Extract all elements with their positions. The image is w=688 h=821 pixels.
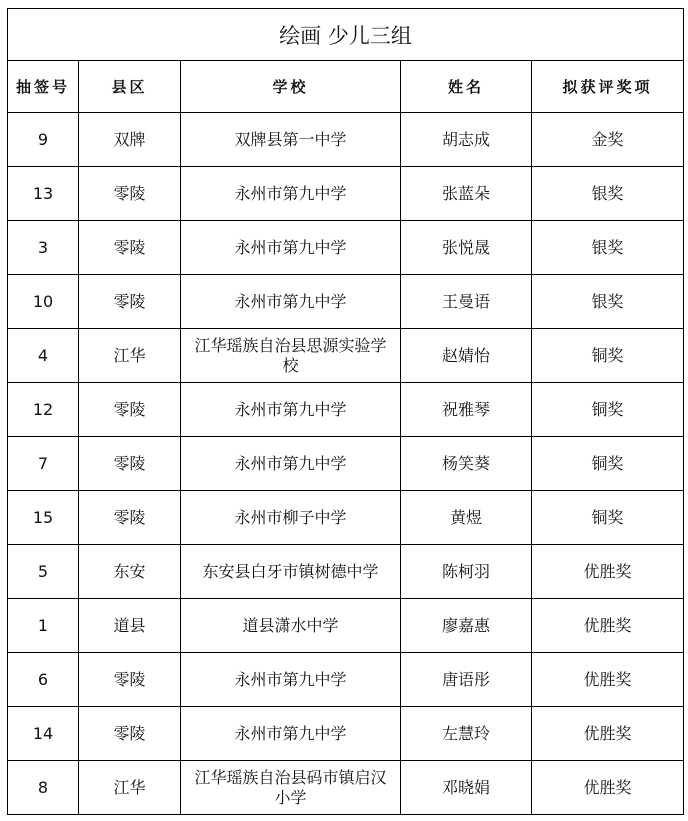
cell-student-name: 杨笑葵: [401, 437, 532, 491]
header-district: 县区: [79, 61, 181, 113]
header-award: 拟获评奖项: [532, 61, 684, 113]
cell-award: 优胜奖: [532, 761, 684, 815]
cell-district: 零陵: [79, 653, 181, 707]
header-row: [8, 61, 684, 113]
cell-student-name: 左慧玲: [401, 707, 532, 761]
cell-district: 零陵: [79, 437, 181, 491]
cell-award: 金奖: [532, 113, 684, 167]
table-row: [8, 653, 684, 707]
cell-student-name: 唐语彤: [401, 653, 532, 707]
cell-school: 永州市第九中学: [181, 275, 401, 329]
cell-draw-number: 10: [8, 275, 79, 329]
cell-student-name: 王曼语: [401, 275, 532, 329]
cell-draw-number: 1: [8, 599, 79, 653]
table-row: [8, 329, 684, 383]
cell-school: 永州市柳子中学: [181, 491, 401, 545]
cell-school: 永州市第九中学: [181, 437, 401, 491]
awards-table: [7, 8, 684, 815]
cell-district: 零陵: [79, 383, 181, 437]
cell-school: 永州市第九中学: [181, 707, 401, 761]
cell-draw-number: 15: [8, 491, 79, 545]
table-row: [8, 167, 684, 221]
cell-student-name: 廖嘉惠: [401, 599, 532, 653]
cell-award: 优胜奖: [532, 707, 684, 761]
cell-award: 铜奖: [532, 383, 684, 437]
table-row: [8, 113, 684, 167]
cell-student-name: 胡志成: [401, 113, 532, 167]
cell-district: 双牌: [79, 113, 181, 167]
cell-district: 江华: [79, 761, 181, 815]
cell-student-name: 祝雅琴: [401, 383, 532, 437]
cell-school: 道县潇水中学: [181, 599, 401, 653]
cell-school: 江华瑶族自治县思源实验学校: [181, 329, 401, 383]
cell-student-name: 陈柯羽: [401, 545, 532, 599]
cell-school: 永州市第九中学: [181, 167, 401, 221]
cell-district: 零陵: [79, 275, 181, 329]
table-row: [8, 383, 684, 437]
cell-draw-number: 4: [8, 329, 79, 383]
cell-school: 永州市第九中学: [181, 383, 401, 437]
table-row: [8, 437, 684, 491]
cell-award: 银奖: [532, 275, 684, 329]
cell-student-name: 张蓝朵: [401, 167, 532, 221]
cell-draw-number: 3: [8, 221, 79, 275]
cell-draw-number: 7: [8, 437, 79, 491]
cell-district: 东安: [79, 545, 181, 599]
cell-award: 优胜奖: [532, 545, 684, 599]
table-row: [8, 545, 684, 599]
cell-district: 江华: [79, 329, 181, 383]
header-school: 学校: [181, 61, 401, 113]
cell-award: 铜奖: [532, 329, 684, 383]
table-row: [8, 707, 684, 761]
table-title: 绘画 少儿三组: [8, 9, 684, 61]
cell-district: 零陵: [79, 221, 181, 275]
cell-draw-number: 5: [8, 545, 79, 599]
cell-school: 东安县白牙市镇树德中学: [181, 545, 401, 599]
table-row: [8, 761, 684, 815]
table-row: [8, 221, 684, 275]
cell-district: 道县: [79, 599, 181, 653]
cell-draw-number: 8: [8, 761, 79, 815]
table-row: [8, 599, 684, 653]
cell-student-name: 赵婧怡: [401, 329, 532, 383]
cell-student-name: 张悦晟: [401, 221, 532, 275]
cell-award: 优胜奖: [532, 599, 684, 653]
cell-award: 铜奖: [532, 491, 684, 545]
cell-district: 零陵: [79, 491, 181, 545]
cell-draw-number: 14: [8, 707, 79, 761]
header-draw-number: 抽签号: [8, 61, 79, 113]
cell-school: 江华瑶族自治县码市镇启汉小学: [181, 761, 401, 815]
table-row: [8, 491, 684, 545]
cell-student-name: 邓晓娟: [401, 761, 532, 815]
cell-school: 永州市第九中学: [181, 221, 401, 275]
table-row: [8, 275, 684, 329]
cell-student-name: 黄煜: [401, 491, 532, 545]
header-name: 姓名: [401, 61, 532, 113]
cell-draw-number: 6: [8, 653, 79, 707]
cell-draw-number: 12: [8, 383, 79, 437]
cell-award: 铜奖: [532, 437, 684, 491]
cell-award: 银奖: [532, 167, 684, 221]
cell-district: 零陵: [79, 707, 181, 761]
cell-school: 永州市第九中学: [181, 653, 401, 707]
cell-district: 零陵: [79, 167, 181, 221]
cell-school: 双牌县第一中学: [181, 113, 401, 167]
cell-draw-number: 13: [8, 167, 79, 221]
cell-award: 银奖: [532, 221, 684, 275]
cell-award: 优胜奖: [532, 653, 684, 707]
cell-draw-number: 9: [8, 113, 79, 167]
